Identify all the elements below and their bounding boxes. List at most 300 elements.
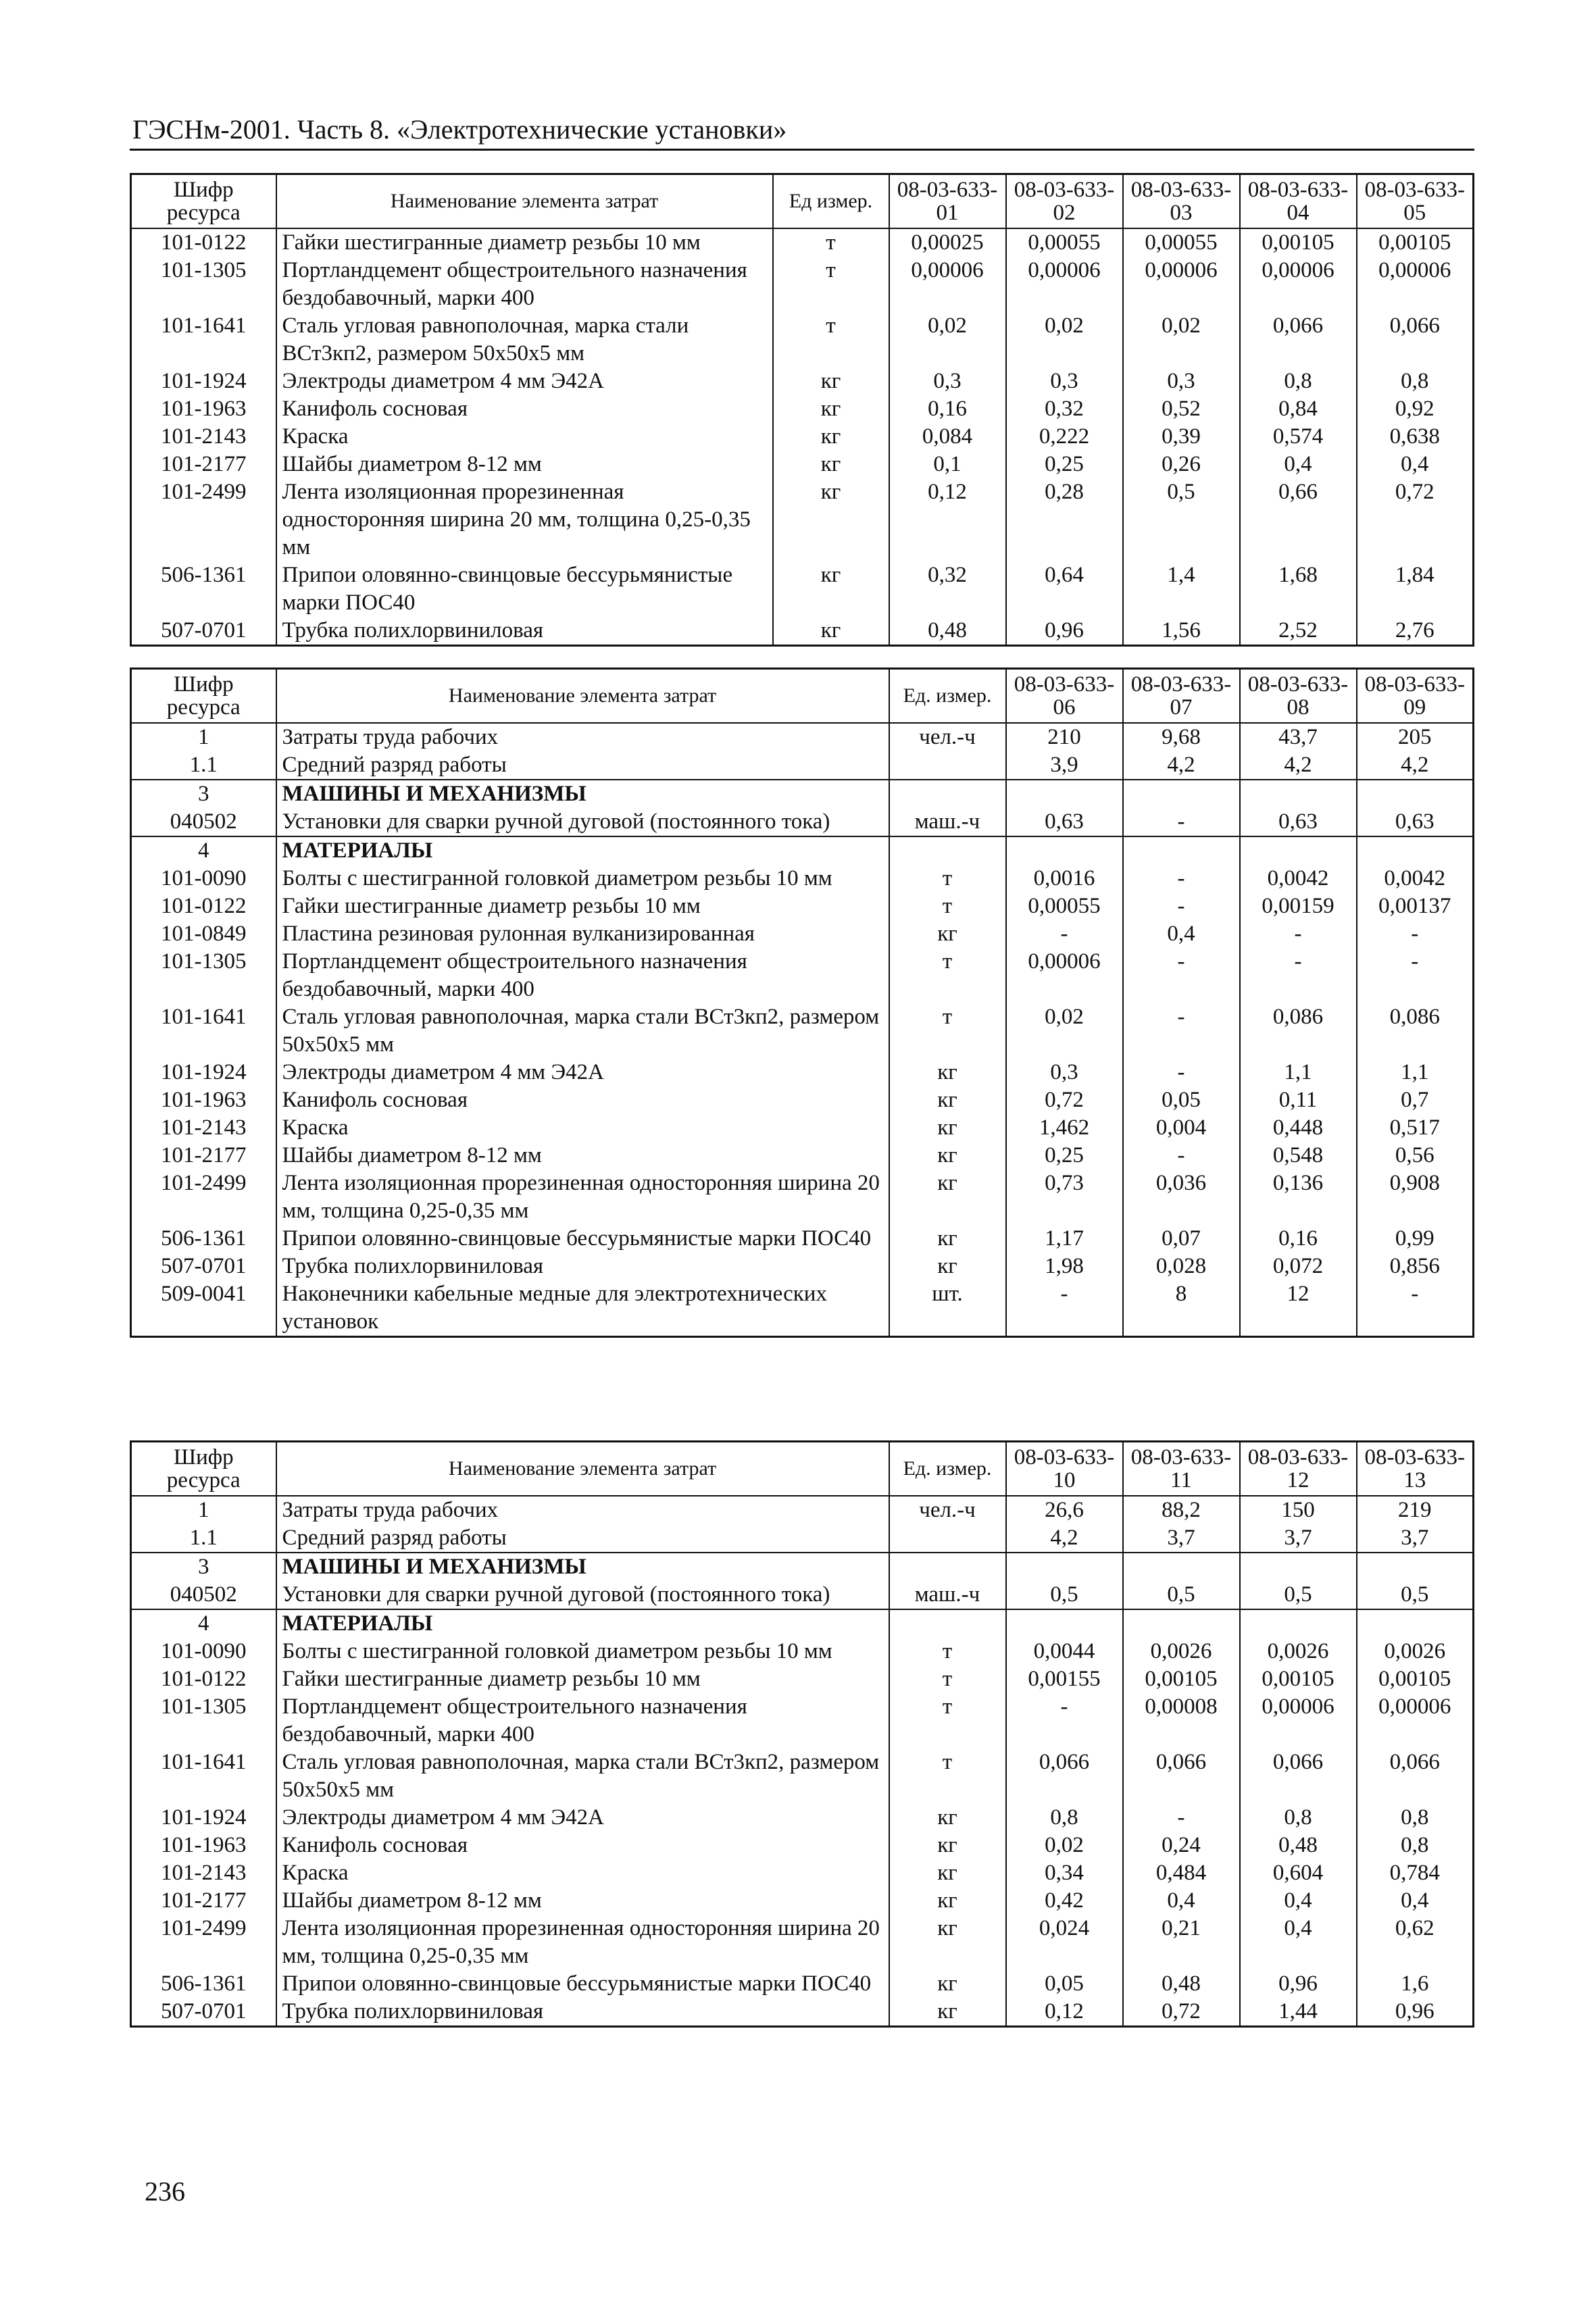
resource-name: Электроды диаметром 4 мм Э42А <box>276 1804 889 1832</box>
resource-name: Затраты труда рабочих <box>276 1496 889 1524</box>
table-row <box>131 1859 1474 1887</box>
value-cell: 4,2 <box>1006 1524 1123 1553</box>
value-cell: 0,05 <box>1123 1086 1240 1114</box>
unit-cell: кг <box>889 1970 1006 1998</box>
header-norm-code: 08-03-633-06 <box>1006 669 1123 723</box>
value-cell: 0,5 <box>1123 1581 1240 1609</box>
value-cell: 0,086 <box>1240 1003 1357 1059</box>
value-cell <box>1357 836 1474 865</box>
resource-name: Электроды диаметром 4 мм Э42А <box>276 368 773 395</box>
value-cell: 0,8 <box>1240 368 1357 395</box>
resource-name: Трубка полихлорвиниловая <box>276 617 773 646</box>
header-rule <box>130 149 1474 151</box>
unit-cell: т <box>889 948 1006 1003</box>
value-cell: 0,62 <box>1357 1915 1474 1970</box>
value-cell: 12 <box>1240 1280 1357 1337</box>
table-row <box>131 395 1474 423</box>
table-row <box>131 451 1474 478</box>
header-norm-code: 08-03-633-07 <box>1123 669 1240 723</box>
value-cell: 0,574 <box>1240 423 1357 451</box>
value-cell <box>1006 1609 1123 1638</box>
value-cell: 0,4 <box>1240 451 1357 478</box>
unit-cell: кг <box>889 1086 1006 1114</box>
value-cell: 0,52 <box>1123 395 1240 423</box>
unit-cell <box>889 1553 1006 1581</box>
resource-code: 101-1963 <box>131 1832 276 1859</box>
value-cell: 0,00159 <box>1240 892 1357 920</box>
resource-code: 3 <box>131 1553 276 1581</box>
resource-name: Припои оловянно-свинцовые бессурьмянистые марки ПОС40 <box>276 561 773 617</box>
unit-cell: т <box>889 892 1006 920</box>
value-cell: - <box>1123 1059 1240 1086</box>
resource-name: Лента изоляционная прорезиненная односторонняя ширина 20 мм, толщина 0,25-0,35 мм <box>276 1169 889 1225</box>
unit-cell: т <box>889 865 1006 892</box>
value-cell: 1,44 <box>1240 1998 1357 2027</box>
value-cell: 0,02 <box>1006 312 1123 368</box>
table-row <box>131 1114 1474 1142</box>
section-row <box>131 780 1474 808</box>
table-row <box>131 1225 1474 1253</box>
unit-cell: т <box>889 1638 1006 1665</box>
resource-name: Краска <box>276 423 773 451</box>
value-cell: 3,7 <box>1123 1524 1240 1553</box>
resource-code: 101-1924 <box>131 1804 276 1832</box>
unit-cell: кг <box>773 423 889 451</box>
header-unit: Ед. измер. <box>889 1442 1006 1496</box>
resource-code: 101-1305 <box>131 1693 276 1749</box>
table-row <box>131 920 1474 948</box>
resource-name: Сталь угловая равнополочная, марка стали ВСт3кп2, размером 50х50х5 мм <box>276 1003 889 1059</box>
table-row <box>131 1915 1474 1970</box>
unit-cell: шт. <box>889 1280 1006 1337</box>
resource-name: Гайки шестигранные диаметр резьбы 10 мм <box>276 1665 889 1693</box>
value-cell: 0,56 <box>1357 1142 1474 1169</box>
resource-name: Затраты труда рабочих <box>276 723 889 751</box>
resource-table-2 <box>130 668 1474 1338</box>
value-cell: 2,52 <box>1240 617 1357 646</box>
value-cell: 4,2 <box>1357 751 1474 780</box>
resource-code: 101-2499 <box>131 1169 276 1225</box>
unit-cell: кг <box>889 920 1006 948</box>
value-cell: 0,25 <box>1006 1142 1123 1169</box>
value-cell: 0,00006 <box>1357 257 1474 312</box>
table-row <box>131 1253 1474 1280</box>
table-row <box>131 478 1474 561</box>
value-cell: 0,63 <box>1006 808 1123 836</box>
value-cell: 0,8 <box>1006 1804 1123 1832</box>
value-cell <box>1123 1553 1240 1581</box>
table-row <box>131 312 1474 368</box>
table-row <box>131 1524 1474 1553</box>
resource-name: Припои оловянно-свинцовые бессурьмянистые марки ПОС40 <box>276 1225 889 1253</box>
value-cell <box>1006 1553 1123 1581</box>
resource-name: Портландцемент общестроительного назначения бездобавочный, марки 400 <box>276 257 773 312</box>
value-cell <box>1123 780 1240 808</box>
value-cell: - <box>1240 920 1357 948</box>
value-cell: 0,02 <box>889 312 1006 368</box>
resource-name: Канифоль сосновая <box>276 1086 889 1114</box>
value-cell: 0,34 <box>1006 1859 1123 1887</box>
value-cell: 0,42 <box>1006 1887 1123 1915</box>
value-cell: - <box>1123 1142 1240 1169</box>
table-row <box>131 865 1474 892</box>
table-row <box>131 1749 1474 1804</box>
value-cell: 0,02 <box>1006 1832 1123 1859</box>
value-cell: 0,084 <box>889 423 1006 451</box>
unit-cell: т <box>889 1693 1006 1749</box>
resource-code: 101-2143 <box>131 1114 276 1142</box>
unit-cell: т <box>889 1003 1006 1059</box>
resource-name: Припои оловянно-свинцовые бессурьмянистые марки ПОС40 <box>276 1970 889 1998</box>
resource-name: Трубка полихлорвиниловая <box>276 1998 889 2027</box>
header-norm-code: 08-03-633-12 <box>1240 1442 1357 1496</box>
resource-code: 101-1641 <box>131 312 276 368</box>
value-cell: 0,00055 <box>1006 228 1123 257</box>
value-cell: 0,066 <box>1240 1749 1357 1804</box>
value-cell: 0,136 <box>1240 1169 1357 1225</box>
unit-cell: чел.-ч <box>889 723 1006 751</box>
value-cell: - <box>1357 920 1474 948</box>
section-row <box>131 1609 1474 1638</box>
resource-name: Средний разряд работы <box>276 751 889 780</box>
unit-cell: кг <box>889 1998 1006 2027</box>
value-cell: 0,3 <box>1006 368 1123 395</box>
value-cell: 0,00105 <box>1357 1665 1474 1693</box>
resource-name: Сталь угловая равнополочная, марка стали ВСт3кп2, размером 50х50х5 мм <box>276 1749 889 1804</box>
table-row <box>131 1169 1474 1225</box>
value-cell: 0,16 <box>1240 1225 1357 1253</box>
value-cell: 0,92 <box>1357 395 1474 423</box>
value-cell: 0,784 <box>1357 1859 1474 1887</box>
unit-cell: кг <box>773 395 889 423</box>
value-cell: 1,462 <box>1006 1114 1123 1142</box>
value-cell <box>1240 780 1357 808</box>
value-cell: 0,028 <box>1123 1253 1240 1280</box>
value-cell: 4,2 <box>1123 751 1240 780</box>
value-cell: 0,548 <box>1240 1142 1357 1169</box>
value-cell: 0,00006 <box>1357 1693 1474 1749</box>
resource-name: Установки для сварки ручной дуговой (постоянного тока) <box>276 1581 889 1609</box>
value-cell <box>1357 1553 1474 1581</box>
header-code: Шифр ресурса <box>131 1442 276 1496</box>
page-header: ГЭСНм-2001. Часть 8. «Электротехнические установки» <box>132 114 787 145</box>
value-cell: 0,484 <box>1123 1859 1240 1887</box>
value-cell: 0,0044 <box>1006 1638 1123 1665</box>
value-cell: 0,48 <box>1240 1832 1357 1859</box>
resource-code: 506-1361 <box>131 1970 276 1998</box>
value-cell <box>1240 836 1357 865</box>
value-cell: 0,066 <box>1123 1749 1240 1804</box>
header-norm-code: 08-03-633-05 <box>1357 174 1474 228</box>
value-cell: - <box>1123 1003 1240 1059</box>
value-cell: 0,72 <box>1357 478 1474 561</box>
resource-code: 506-1361 <box>131 1225 276 1253</box>
value-cell: 0,02 <box>1006 1003 1123 1059</box>
resource-code: 101-0122 <box>131 228 276 257</box>
value-cell: 0,00006 <box>1006 948 1123 1003</box>
resource-code: 101-2143 <box>131 1859 276 1887</box>
value-cell: 26,6 <box>1006 1496 1123 1524</box>
resource-code: 1 <box>131 1496 276 1524</box>
value-cell: 1,6 <box>1357 1970 1474 1998</box>
section-row <box>131 1553 1474 1581</box>
header-norm-code: 08-03-633-09 <box>1357 669 1474 723</box>
resource-code: 101-2177 <box>131 451 276 478</box>
resource-code: 101-1305 <box>131 257 276 312</box>
resource-code: 1.1 <box>131 1524 276 1553</box>
resource-code: 101-0122 <box>131 1665 276 1693</box>
value-cell: 1,1 <box>1357 1059 1474 1086</box>
value-cell: 0,7 <box>1357 1086 1474 1114</box>
table-row <box>131 368 1474 395</box>
header-norm-code: 08-03-633-02 <box>1006 174 1123 228</box>
value-cell: 0,64 <box>1006 561 1123 617</box>
unit-cell: кг <box>773 368 889 395</box>
resource-name: Установки для сварки ручной дуговой (постоянного тока) <box>276 808 889 836</box>
unit-cell: кг <box>889 1169 1006 1225</box>
value-cell: 0,00105 <box>1240 1665 1357 1693</box>
table-row <box>131 723 1474 751</box>
table-row <box>131 948 1474 1003</box>
value-cell: 0,856 <box>1357 1253 1474 1280</box>
section-row <box>131 836 1474 865</box>
value-cell: 0,48 <box>1123 1970 1240 1998</box>
value-cell: 0,66 <box>1240 478 1357 561</box>
header-name: Наименование элемента затрат <box>276 174 773 228</box>
value-cell: 0,0016 <box>1006 865 1123 892</box>
resource-table-1 <box>130 173 1474 647</box>
value-cell: 4,2 <box>1240 751 1357 780</box>
unit-cell <box>889 780 1006 808</box>
unit-cell <box>889 836 1006 865</box>
value-cell: 0,00006 <box>1006 257 1123 312</box>
value-cell: 0,48 <box>889 617 1006 646</box>
section-title: МАТЕРИАЛЫ <box>276 836 889 865</box>
unit-cell: кг <box>773 478 889 561</box>
value-cell: 0,066 <box>1357 1749 1474 1804</box>
value-cell: 0,21 <box>1123 1915 1240 1970</box>
table-row <box>131 892 1474 920</box>
value-cell: 0,0026 <box>1240 1638 1357 1665</box>
resource-code: 1 <box>131 723 276 751</box>
resource-name: Лента изоляционная прорезиненная односторонняя ширина 20 мм, толщина 0,25-0,35 мм <box>276 478 773 561</box>
value-cell: 0,16 <box>889 395 1006 423</box>
value-cell: 3,9 <box>1006 751 1123 780</box>
value-cell: 0,448 <box>1240 1114 1357 1142</box>
value-cell: 0,0026 <box>1357 1638 1474 1665</box>
value-cell: 0,222 <box>1006 423 1123 451</box>
resource-code: 507-0701 <box>131 617 276 646</box>
value-cell: 0,4 <box>1123 1887 1240 1915</box>
section-title: МАТЕРИАЛЫ <box>276 1609 889 1638</box>
value-cell: 0,00105 <box>1240 228 1357 257</box>
table-row <box>131 1581 1474 1609</box>
value-cell: 0,00008 <box>1123 1693 1240 1749</box>
unit-cell: кг <box>889 1832 1006 1859</box>
value-cell: 8 <box>1123 1280 1240 1337</box>
value-cell: 0,072 <box>1240 1253 1357 1280</box>
value-cell: 0,84 <box>1240 395 1357 423</box>
value-cell: 0,24 <box>1123 1832 1240 1859</box>
resource-code: 101-2177 <box>131 1142 276 1169</box>
value-cell: 0,066 <box>1240 312 1357 368</box>
resource-name: Болты с шестигранной головкой диаметром резьбы 10 мм <box>276 865 889 892</box>
value-cell: 0,604 <box>1240 1859 1357 1887</box>
value-cell: 0,00025 <box>889 228 1006 257</box>
value-cell: - <box>1240 948 1357 1003</box>
unit-cell: кг <box>889 1859 1006 1887</box>
resource-code: 506-1361 <box>131 561 276 617</box>
table-row <box>131 1142 1474 1169</box>
value-cell: 205 <box>1357 723 1474 751</box>
resource-code: 101-1305 <box>131 948 276 1003</box>
resource-code: 101-2143 <box>131 423 276 451</box>
resource-name: Болты с шестигранной головкой диаметром резьбы 10 мм <box>276 1638 889 1665</box>
value-cell: 0,086 <box>1357 1003 1474 1059</box>
header-code: Шифр ресурса <box>131 174 276 228</box>
resource-code: 101-1641 <box>131 1003 276 1059</box>
value-cell: 0,00006 <box>889 257 1006 312</box>
value-cell: 0,3 <box>1006 1059 1123 1086</box>
table-row <box>131 1665 1474 1693</box>
value-cell: 0,5 <box>1123 478 1240 561</box>
value-cell: 0,4 <box>1357 1887 1474 1915</box>
value-cell: 0,99 <box>1357 1225 1474 1253</box>
resource-code: 101-2499 <box>131 478 276 561</box>
unit-cell: кг <box>889 1059 1006 1086</box>
resource-name: Пластина резиновая рулонная вулканизированная <box>276 920 889 948</box>
unit-cell: чел.-ч <box>889 1496 1006 1524</box>
value-cell: 0,8 <box>1357 1832 1474 1859</box>
value-cell: 0,066 <box>1357 312 1474 368</box>
table-row <box>131 751 1474 780</box>
table-row <box>131 1832 1474 1859</box>
header-norm-code: 08-03-633-13 <box>1357 1442 1474 1496</box>
value-cell: - <box>1006 920 1123 948</box>
value-cell: 0,12 <box>1006 1998 1123 2027</box>
unit-cell: т <box>889 1665 1006 1693</box>
value-cell: 43,7 <box>1240 723 1357 751</box>
value-cell: 0,12 <box>889 478 1006 561</box>
value-cell: 0,4 <box>1357 451 1474 478</box>
resource-name: Средний разряд работы <box>276 1524 889 1553</box>
value-cell <box>1123 836 1240 865</box>
section-title: МАШИНЫ И МЕХАНИЗМЫ <box>276 1553 889 1581</box>
resource-code: 4 <box>131 1609 276 1638</box>
header-unit: Ед измер. <box>773 174 889 228</box>
value-cell: 0,00055 <box>1006 892 1123 920</box>
unit-cell: кг <box>889 1142 1006 1169</box>
value-cell: 0,024 <box>1006 1915 1123 1970</box>
value-cell: 0,25 <box>1006 451 1123 478</box>
resource-code: 101-2499 <box>131 1915 276 1970</box>
value-cell: 0,63 <box>1357 808 1474 836</box>
header-unit: Ед. измер. <box>889 669 1006 723</box>
value-cell: 0,1 <box>889 451 1006 478</box>
value-cell: 0,066 <box>1006 1749 1123 1804</box>
value-cell: - <box>1357 1280 1474 1337</box>
value-cell: 0,96 <box>1357 1998 1474 2027</box>
unit-cell: т <box>889 1749 1006 1804</box>
header-norm-code: 08-03-633-08 <box>1240 669 1357 723</box>
resource-name: Канифоль сосновая <box>276 395 773 423</box>
value-cell: 0,00105 <box>1357 228 1474 257</box>
resource-name: Краска <box>276 1859 889 1887</box>
value-cell: 0,00105 <box>1123 1665 1240 1693</box>
resource-name: Краска <box>276 1114 889 1142</box>
unit-cell: кг <box>889 1804 1006 1832</box>
resource-name: Гайки шестигранные диаметр резьбы 10 мм <box>276 228 773 257</box>
value-cell: 0,39 <box>1123 423 1240 451</box>
table-row <box>131 1638 1474 1665</box>
value-cell: 0,96 <box>1240 1970 1357 1998</box>
header-norm-code: 08-03-633-03 <box>1123 174 1240 228</box>
table-row <box>131 1804 1474 1832</box>
resource-code: 101-0090 <box>131 865 276 892</box>
table-row <box>131 561 1474 617</box>
value-cell: 0,00006 <box>1123 257 1240 312</box>
table-row <box>131 1693 1474 1749</box>
value-cell: 0,8 <box>1240 1804 1357 1832</box>
value-cell <box>1006 780 1123 808</box>
value-cell: 0,8 <box>1357 1804 1474 1832</box>
value-cell: 88,2 <box>1123 1496 1240 1524</box>
header-name: Наименование элемента затрат <box>276 1442 889 1496</box>
unit-cell: маш.-ч <box>889 1581 1006 1609</box>
value-cell: 0,5 <box>1357 1581 1474 1609</box>
value-cell: 0,4 <box>1240 1915 1357 1970</box>
value-cell <box>1240 1553 1357 1581</box>
value-cell: 0,72 <box>1123 1998 1240 2027</box>
header-norm-code: 08-03-633-10 <box>1006 1442 1123 1496</box>
value-cell: 0,517 <box>1357 1114 1474 1142</box>
unit-cell <box>889 1609 1006 1638</box>
header-norm-code: 08-03-633-01 <box>889 174 1006 228</box>
table-row <box>131 228 1474 257</box>
value-cell: 0,00137 <box>1357 892 1474 920</box>
value-cell: - <box>1006 1280 1123 1337</box>
value-cell: 0,00155 <box>1006 1665 1123 1693</box>
resource-code: 101-1924 <box>131 368 276 395</box>
resource-name: Портландцемент общестроительного назначения бездобавочный, марки 400 <box>276 1693 889 1749</box>
unit-cell: кг <box>773 561 889 617</box>
table-row <box>131 1887 1474 1915</box>
value-cell: - <box>1006 1693 1123 1749</box>
unit-cell: кг <box>889 1253 1006 1280</box>
value-cell: 0,5 <box>1240 1581 1357 1609</box>
value-cell: 0,73 <box>1006 1169 1123 1225</box>
resource-name: Сталь угловая равнополочная, марка стали ВСт3кп2, размером 50х50х5 мм <box>276 312 773 368</box>
resource-code: 040502 <box>131 808 276 836</box>
resource-code: 101-1924 <box>131 1059 276 1086</box>
value-cell: 0,26 <box>1123 451 1240 478</box>
value-cell: 0,72 <box>1006 1086 1123 1114</box>
resource-code: 101-0122 <box>131 892 276 920</box>
table-row <box>131 1496 1474 1524</box>
resource-table-3 <box>130 1440 1474 2028</box>
resource-code: 4 <box>131 836 276 865</box>
value-cell: 0,5 <box>1006 1581 1123 1609</box>
header-name: Наименование элемента затрат <box>276 669 889 723</box>
resource-code: 101-1963 <box>131 395 276 423</box>
value-cell <box>1240 1609 1357 1638</box>
value-cell: 0,07 <box>1123 1225 1240 1253</box>
value-cell: 1,1 <box>1240 1059 1357 1086</box>
table-row <box>131 1970 1474 1998</box>
value-cell: 219 <box>1357 1496 1474 1524</box>
value-cell: 0,0042 <box>1240 865 1357 892</box>
page-number: 236 <box>145 2176 185 2207</box>
